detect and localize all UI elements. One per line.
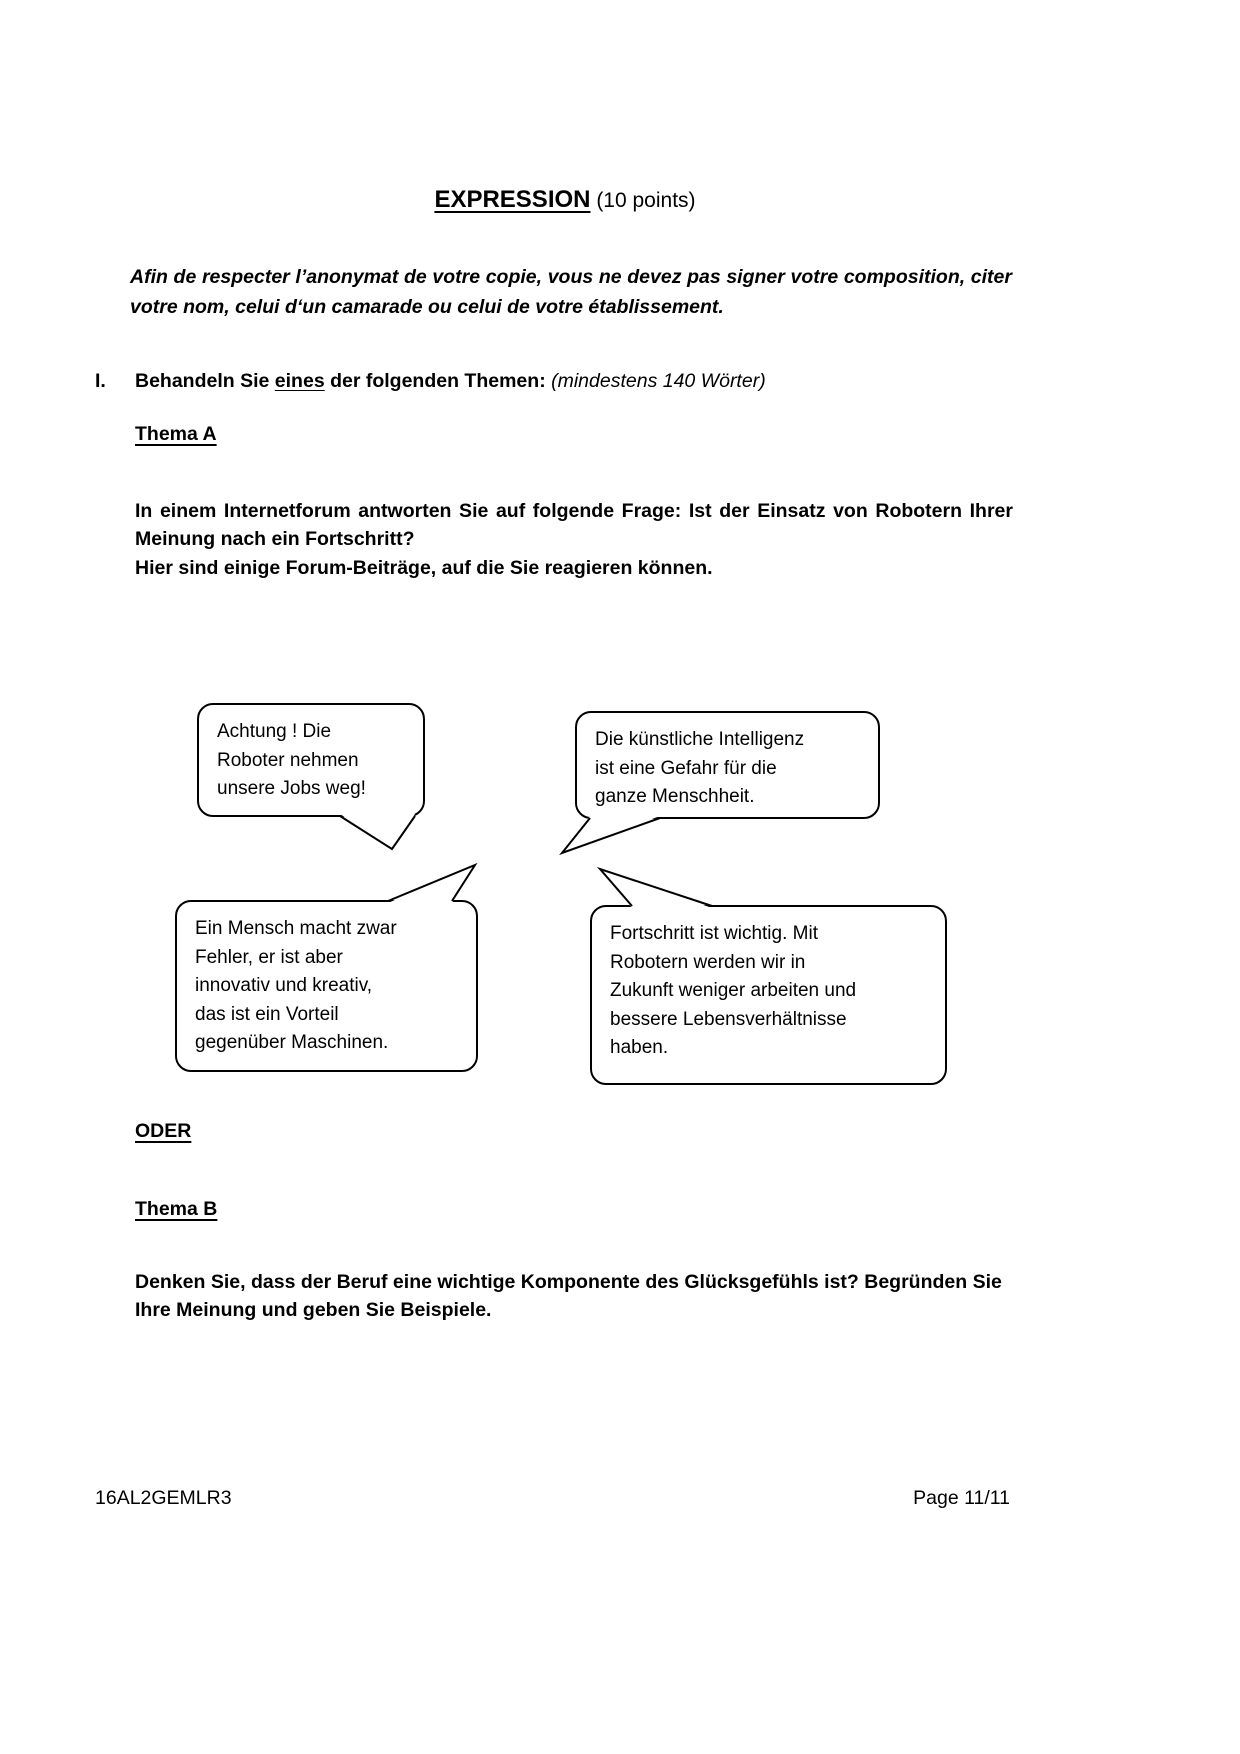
instruction-post: der folgenden Themen: bbox=[324, 370, 546, 392]
page-number: Page 11/11 bbox=[913, 1487, 1010, 1509]
bubble-line: Ein Mensch macht zwar bbox=[195, 918, 397, 939]
bubble-line: Fortschritt ist wichtig. Mit bbox=[610, 923, 818, 944]
forum-speech-bubbles bbox=[0, 695, 1240, 1095]
instruction-underlined-word: eines bbox=[274, 370, 325, 392]
bubble-line: Fehler, er ist aber bbox=[195, 946, 343, 968]
page-title bbox=[0, 186, 1130, 214]
thema-a-subtext: Hier sind einige Forum-Beiträge, auf die Sie reagieren können. bbox=[135, 556, 713, 579]
anonymity-notice: Afin de respecter l’anonymat de votre copie, vous ne devez pas signer votre composition, citer votre nom, celui d‘un camarade ou celui de votre établissement. bbox=[130, 266, 1012, 319]
speech-tail-icon bbox=[380, 863, 490, 904]
title-points: (10 points) bbox=[590, 189, 696, 212]
bubble-line: Zukunft weniger arbeiten und bbox=[610, 980, 857, 1001]
thema-a-question: In einem Internetforum antworten Sie auf folgende Frage: Ist der Einsatz von Robotern Ihrer Meinung nach ein Fortschritt? bbox=[135, 500, 1013, 551]
page-footer bbox=[95, 1487, 1010, 1510]
bubble-line: Die künstliche Intelligenz bbox=[595, 729, 805, 750]
bubble-line: ganze Menschheit. bbox=[595, 786, 755, 807]
thema-a-paragraph bbox=[135, 497, 1013, 582]
bubble-line: ist eine Gefahr für die bbox=[595, 757, 777, 779]
bubble-line: haben. bbox=[610, 1037, 669, 1058]
document-reference: 16AL2GEMLR3 bbox=[95, 1487, 232, 1509]
bubble-line: innovativ und kreativ, bbox=[195, 975, 373, 996]
bubble-line: Achtung ! Die bbox=[217, 721, 332, 742]
section-number: I. bbox=[95, 370, 106, 392]
bubble-line: das ist ein Vorteil bbox=[195, 1003, 339, 1025]
bubble-line: Robotern werden wir in bbox=[610, 951, 806, 973]
instruction-word-count-hint: (mindestens 140 Wörter) bbox=[545, 370, 766, 392]
speech-bubble-jobs bbox=[197, 703, 425, 817]
oder-heading: ODER bbox=[135, 1120, 192, 1142]
bubble-line: Roboter nehmen bbox=[217, 749, 359, 771]
title-text: EXPRESSION bbox=[434, 186, 591, 213]
instruction-pre: Behandeln Sie bbox=[135, 370, 275, 392]
thema-a-heading: Thema A bbox=[135, 423, 217, 445]
speech-tail-icon bbox=[590, 867, 720, 909]
section-instruction bbox=[95, 368, 1025, 395]
bubble-line: unsere Jobs weg! bbox=[217, 778, 366, 799]
speech-tail-icon bbox=[548, 815, 668, 855]
thema-b-paragraph: Denken Sie, dass der Beruf eine wichtige Komponente des Glücksgefühls ist? Begründen Sie Ihre Meinung und geben Sie Beispiele. bbox=[135, 1271, 1002, 1322]
speech-tail-icon bbox=[330, 813, 425, 853]
speech-bubble-progress bbox=[590, 905, 947, 1085]
speech-bubble-human-creative bbox=[175, 900, 478, 1072]
bubble-line: bessere Lebensverhältnisse bbox=[610, 1008, 847, 1030]
speech-bubble-ai-danger bbox=[575, 711, 880, 819]
thema-b-heading: Thema B bbox=[135, 1198, 218, 1220]
bubble-line: gegenüber Maschinen. bbox=[195, 1032, 389, 1053]
